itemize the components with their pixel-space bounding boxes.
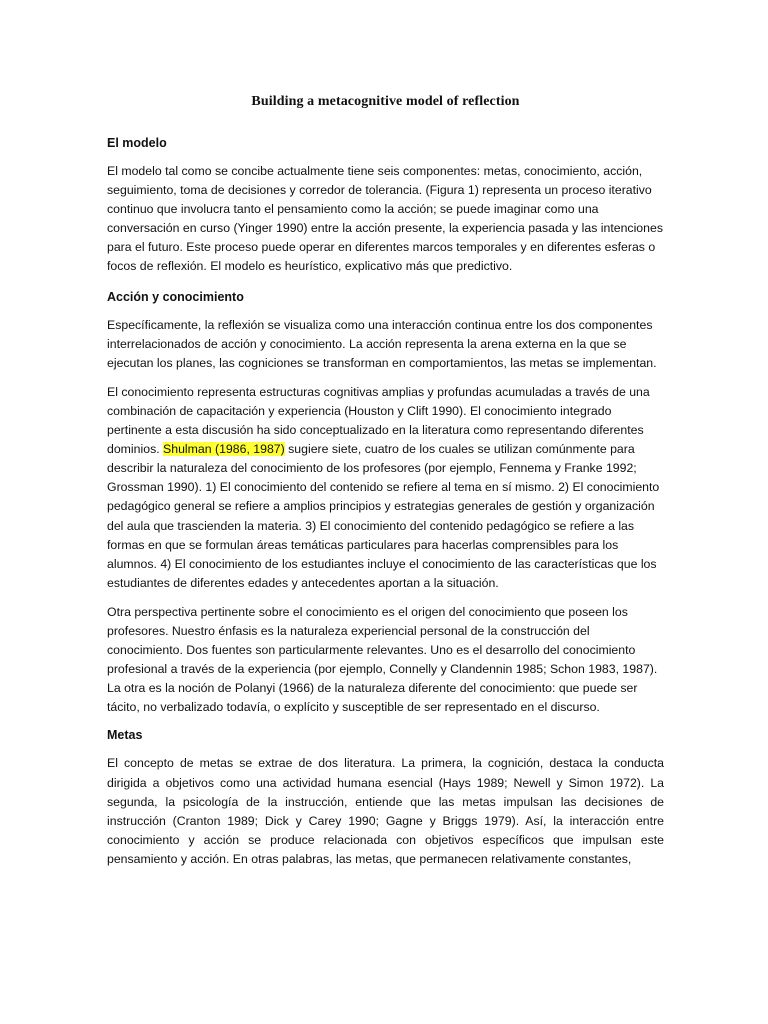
paragraph-text-after: sugiere siete, cuatro de los cuales se utilizan comúnmente para describir la naturaleza del conocimiento de los profesores (por ejemplo, Fennema y Franke 1992; Grossman 1990). 1) El conocimiento del contenido se refiere al tema en sí mismo. 2) El conocimiento pedagógico general se refiere a amplios principios y estrategias generales de gestión y organización del aula que trascienden la materia. 3) El conocimiento del contenido pedagógico se refiere a las formas en que se formulan áreas temáticas particulares para hacerlas comprensibles para los alumnos. 4) El conocimiento de los estudiantes incluye el conocimiento de las características que los estudiantes de diferentes edades y antecedentes aportan a la situación. — [107, 442, 660, 590]
paragraph-metas: El concepto de metas se extrae de dos literatura. La primera, la cognición, destaca la conducta dirigida a objetivos como una actividad humana esencial (Hays 1989; Newell y Simon 1972). La segunda, la psicología de la instrucción, entiende que las metas impulsan las decisiones de instrucción (Cranton 1989; Dick y Carey 1990; Gagne y Briggs 1979). Así, la interacción entre conocimiento y acción se produce relacionada con objetivos específicos que impulsan este pensamiento y acción. En otras palabras, las metas, que permanecen relativamente constantes, — [107, 756, 664, 866]
heading-metas: Metas — [107, 728, 143, 743]
document-title: Building a metacognitive model of reflection — [251, 94, 520, 109]
paragraph-modelo: El modelo tal como se concibe actualmente tiene seis componentes: metas, conocimiento, acción, seguimiento, toma de decisiones y corredor de tolerancia. (Figura 1) representa un proceso iterativo continuo que involucra tanto el pensamiento como la acción; se puede imaginar como una conversación en curso (Yinger 1990) entre la acción presente, la experiencia pasada y las intenciones para el futuro. Este proceso puede operar en diferentes marcos temporales y en diferentes esferas o focos de reflexión. El modelo es heurístico, explicativo más que predictivo. — [107, 164, 663, 274]
highlighted-citation: Shulman (1986, 1987) — [163, 442, 285, 457]
heading-accion-conocimiento: Acción y conocimiento — [107, 289, 244, 304]
heading-el-modelo: El modelo — [107, 136, 167, 150]
paragraph-origen-conocimiento: Otra perspectiva pertinente sobre el conocimiento es el origen del conocimiento que poseen los profesores. Nuestro énfasis es la naturaleza experiencial personal de la construcción del conocimiento. Dos fuentes son particularmente relevantes. Uno es el desarrollo del conocimiento profesional a través de la experiencia (por ejemplo, Connelly y Clandennin 1985; Schon 1983, 1987). La otra es la noción de Polanyi (1966) de la naturaleza diferente del conocimiento: que puede ser tácito, no verbalizado todavía, o explícito y susceptible de ser representado en el discurso. — [107, 604, 658, 715]
paragraph-reflexion: Específicamente, la reflexión se visualiza como una interacción continua entre los dos componentes interrelacionados de acción y conocimiento. La acción representa la arena externa en la que se ejecutan los planes, las cogniciones se transforman en comportamientos, las metas se implementan. — [107, 317, 657, 370]
paragraph-text-before: El conocimiento representa estructuras cognitivas amplias y profundas acumuladas a través de una combinación de capacitación y experiencia (Houston y Clift 1990). El conocimiento integrado pertinente a esta discusión ha sido conceptualizado en la literatura como representando diferentes dominios. — [107, 384, 650, 457]
paragraph-conocimiento-dominios — [107, 383, 664, 593]
